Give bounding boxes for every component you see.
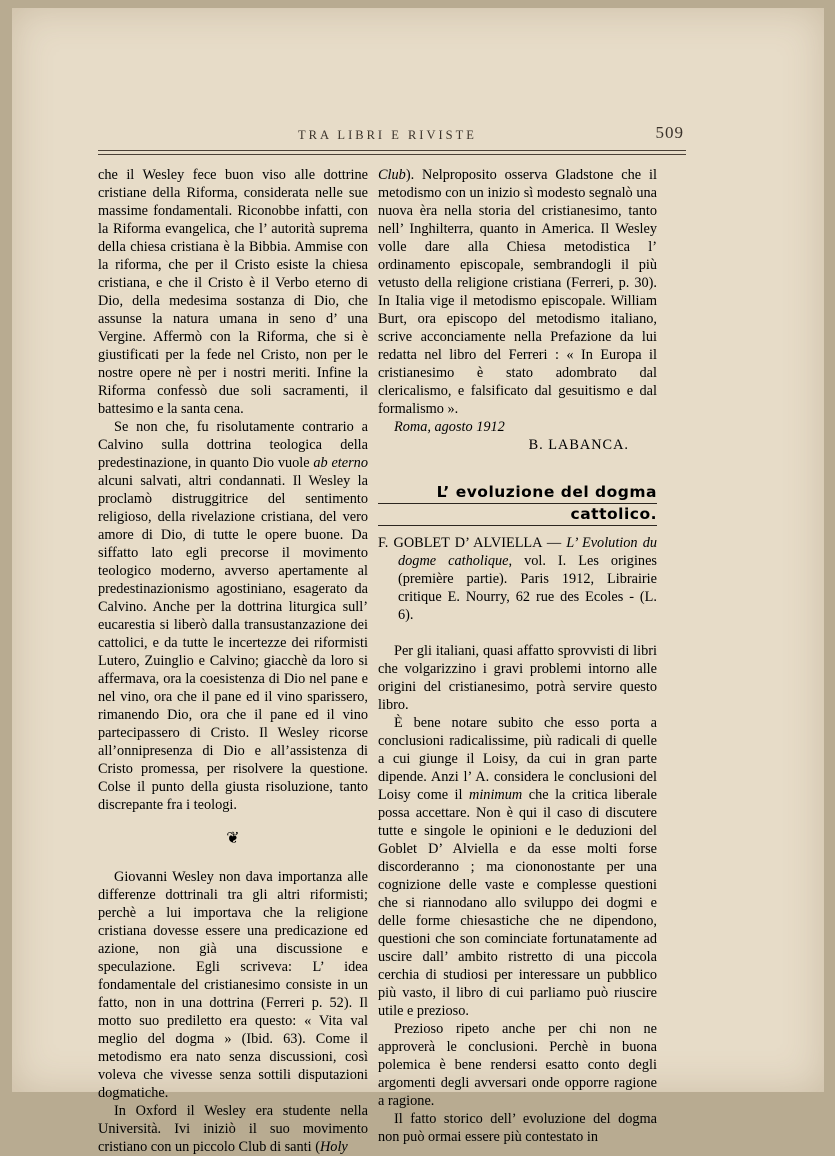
bibliographic-entry: F. GOBLET D’ ALVIELLA — L’ Evolution du dogme catholique, vol. I. Les origines (première partie). Paris 1912, Librairie critique E. Nourry, 62 rue des Ecoles - (L. 6).	[378, 535, 657, 623]
header-rule-thin	[98, 154, 686, 155]
paragraph: È bene notare subito che esso porta a conclusioni radicalissime, più radicali di quelle a cui giunge il Loisy, da cui in gran parte dipende. Anzi l’ A. considera le conclusioni del Loisy come il minimum che la critica liberale possa accettare. Non è qui il caso di discutere tutte e singole le opinioni e le deduzioni del Goblet D’ Alviella e da esse molti forse discorderanno ; ma ciononostante per una cognizione delle vaste e complesse questioni che si riannodano allo sviluppo dei dogmi e delle forme chiesastiche che ne dipendono, questioni che son cominciate fortunatamente ad uscire dall’ ambito ristretto di una piccola cerchia di studiosi per interessare un pubblico più vasto, il libro di cui parliamo può riuscire utile e prezioso.	[378, 715, 657, 1019]
right-column	[378, 166, 657, 1146]
paragraph: In Oxford il Wesley era studente nella Università. Ivi iniziò il suo movimento cristiano con un piccolo Club di santi (Holy	[98, 1103, 368, 1155]
section-heading-line: L’ evoluzione del dogma	[378, 482, 657, 504]
fleuron-ornament: ❦	[226, 830, 240, 847]
paragraph: Il fatto storico dell’ evoluzione del dogma non può ormai essere più contestato in	[378, 1111, 657, 1145]
paragraph: Se non che, fu risolutamente contrario a Calvino sulla dottrina teologica della predestinazione, in quanto Dio vuole ab eterno alcuni salvati, altri condannati. Il Wesley la proclamò distruggitrice del sentimento religioso, della rivelazione cristiana, del vero amore di Dio, di tutte le opere buone. Da siffatto lato egli precorse il movimento teologico moderno, avverso apertamente al predestinazionismo agostiniano, esagerato da Calvino. Anche per la dottrina liturgica sull’ eucarestia si liberò dalla transustanzazione dei cattolici, e da tutte le incertezze dei riformisti Lutero, Zuinglio e Calvino; giacchè da loro si affermava, ora la coesistenza di Dio nel pane e nel vino, ora che il pane ed il vino sparissero, rimanendo Dio, ora che il pane ed il vino partecipassero di Cristo. Il Wesley ricorse all’onnipresenza di Dio e all’assistenza di Cristo promessa, per risolvere la questione. Colse il punto della giusta risoluzione, tanto discrepante fra i teologi.	[98, 419, 368, 813]
left-column	[98, 166, 368, 1156]
paragraph: Giovanni Wesley non dava importanza alle differenze dottrinali tra gli altri riformisti; perchè a lui importava che la religione cristiana dovesse essere una predicazione ed azione, non già una discussione e speculazione. Egli scriveva: L’ idea fondamentale del cristianesimo consiste in un fatto, non in una dottrina (Ferreri p. 52). Il motto suo prediletto era questo: « Vita val meglio del dogma » (Ibid. 63). Come il metodismo era nato senza discussioni, così voleva che vivesse senza sottili disputazioni dogmatiche.	[98, 869, 368, 1101]
book-title: L’ Evolution du dogme catholique	[398, 535, 657, 569]
italic-phrase: Holy	[319, 1139, 348, 1155]
italic-phrase: minimum	[469, 787, 523, 803]
running-title: TRA LIBRI E RIVISTE	[298, 128, 477, 142]
italic-phrase: Club	[378, 167, 406, 183]
header-rule-thick	[98, 150, 686, 151]
italic-phrase: ab eterno	[313, 455, 368, 471]
section-heading	[378, 482, 657, 526]
section-heading-line: cattolico.	[378, 504, 657, 526]
paragraph: Prezioso ripeto anche per chi non ne approverà le conclusioni. Perchè in buona polemica è bene rendersi esatto conto degli argomenti degli avversari onde opporre ragione a ragione.	[378, 1021, 657, 1109]
paragraph: che il Wesley fece buon viso alle dottrine cristiane della Riforma, considerata nelle sue massime fondamentali. Riconobbe infatti, con la Riforma evangelica, che l’ autorità suprema della chiesa cristiana è la Bibbia. Ammise con la riforma, che per il Cristo esiste la chiesa cristiana, e che il Cristo è il Verbo eterno di Dio, della medesima sostanza di Dio, che assunse la natura umana in seno d’ una Vergine. Affermò con la Riforma, che si è giustificati per la fede nel Cristo, non per le nostre opere nè per i nostri meriti. Infine la Riforma confessò due soli sacramenti, il battesimo e la santa cena.	[98, 167, 368, 417]
signature-name: B. LABANCA.	[528, 437, 629, 453]
page-number: 509	[655, 123, 684, 142]
page-header	[98, 118, 686, 156]
paragraph: Per gli italiani, quasi affatto sprovvisti di libri che volgarizzino i gravi problemi intorno alle origini del cristianesimo, potrà servire questo libro.	[378, 643, 657, 713]
paragraph: Club). Nelproposito osserva Gladstone che il metodismo con un inizio sì modesto segnalò una nuova èra nella storia del cristianesimo, tanto nell’ Inghilterra, quanto in America. Il Wesley volle dare alla Chiesa metodistica l’ ordinamento episcopale, sembrandogli il più vetusto della religione cristiana (Ferreri, p. 30). In Italia vige il metodismo episcopale. William Burt, ora episcopo del metodismo italiano, scrive acconciamente nella Prefazione da lui redatta nel libro del Ferreri : « In Europa il cristianesimo è stato adombrato dal clericalismo, e falsificato dal gesuitismo e dal formalismo ».	[378, 167, 657, 417]
signature-date: Roma, agosto 1912	[394, 419, 505, 435]
